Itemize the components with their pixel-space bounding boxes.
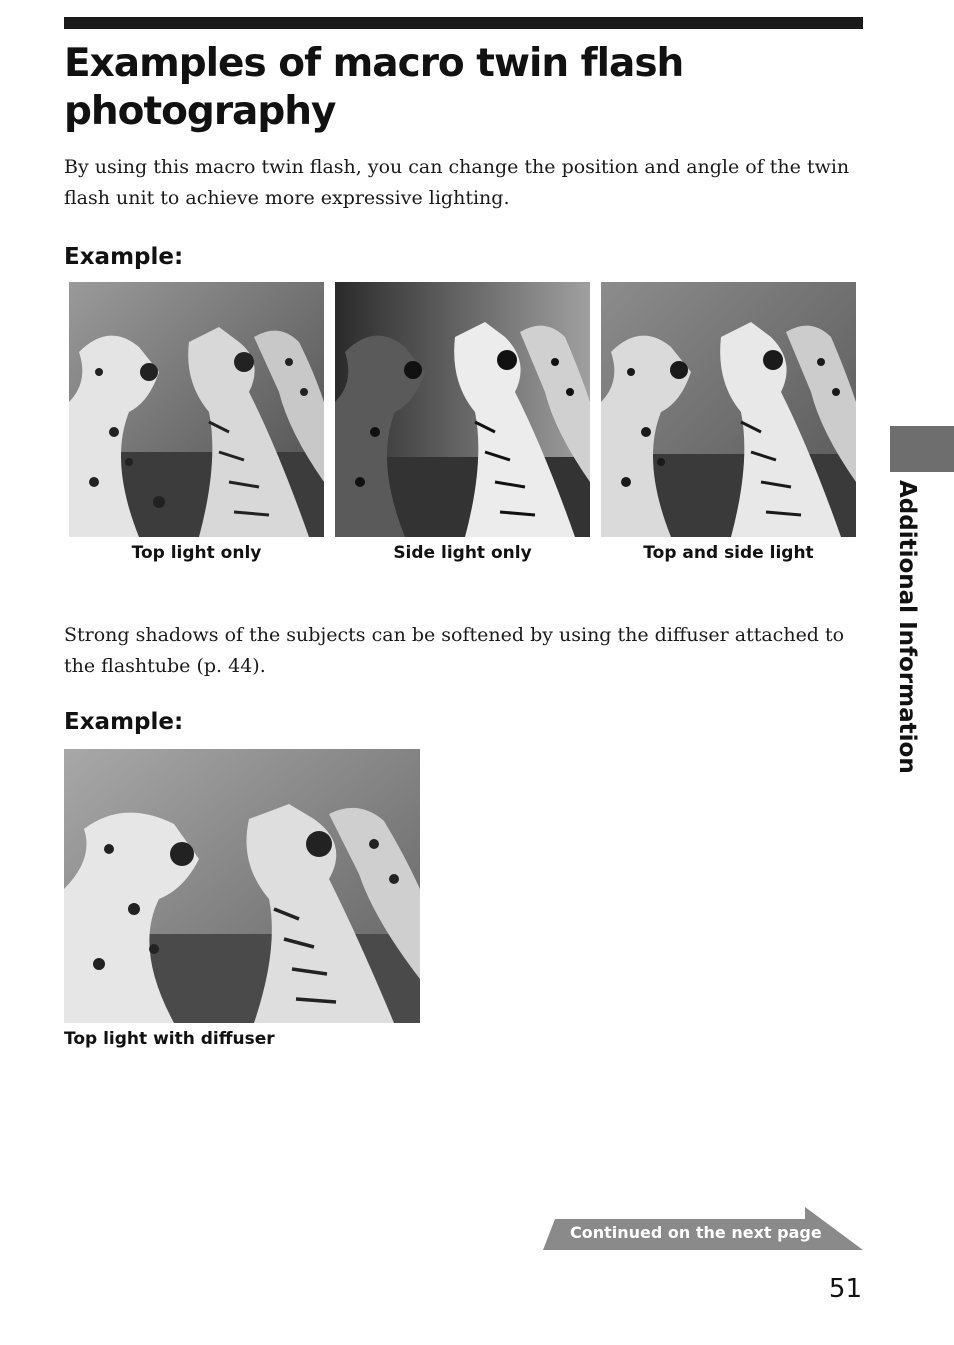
caption-side-light-only: Side light only (393, 543, 532, 563)
example-heading-1: Example: (64, 244, 184, 270)
diffuser-paragraph: Strong shadows of the subjects can be softened by using the diffuser attached to the flashtube (p. 44). (64, 624, 845, 677)
top-rule (64, 17, 863, 29)
intro-paragraph: By using this macro twin flash, you can change the position and angle of the twin flash unit to achieve more expressive lighting. (64, 156, 850, 209)
continued-banner (543, 1207, 863, 1250)
caption-top-light-only: Top light only (131, 543, 262, 563)
section-side-label: Additional Information (894, 480, 920, 774)
caption-top-light-with-diffuser: Top light with diffuser (64, 1029, 275, 1049)
photo-top-light-only (69, 282, 324, 537)
continued-label: Continued on the next page (570, 1223, 822, 1242)
caption-top-and-side-light: Top and side light (643, 543, 814, 563)
photo-top-light-with-diffuser (64, 749, 420, 1023)
example-heading-2: Example: (64, 709, 184, 735)
page-title: Examples of macro twin flash photography (64, 41, 684, 134)
photo-top-and-side-light (601, 282, 856, 537)
section-tab-marker (890, 426, 954, 472)
photo-side-light-only (335, 282, 590, 537)
page-number: 51 (828, 1274, 862, 1304)
